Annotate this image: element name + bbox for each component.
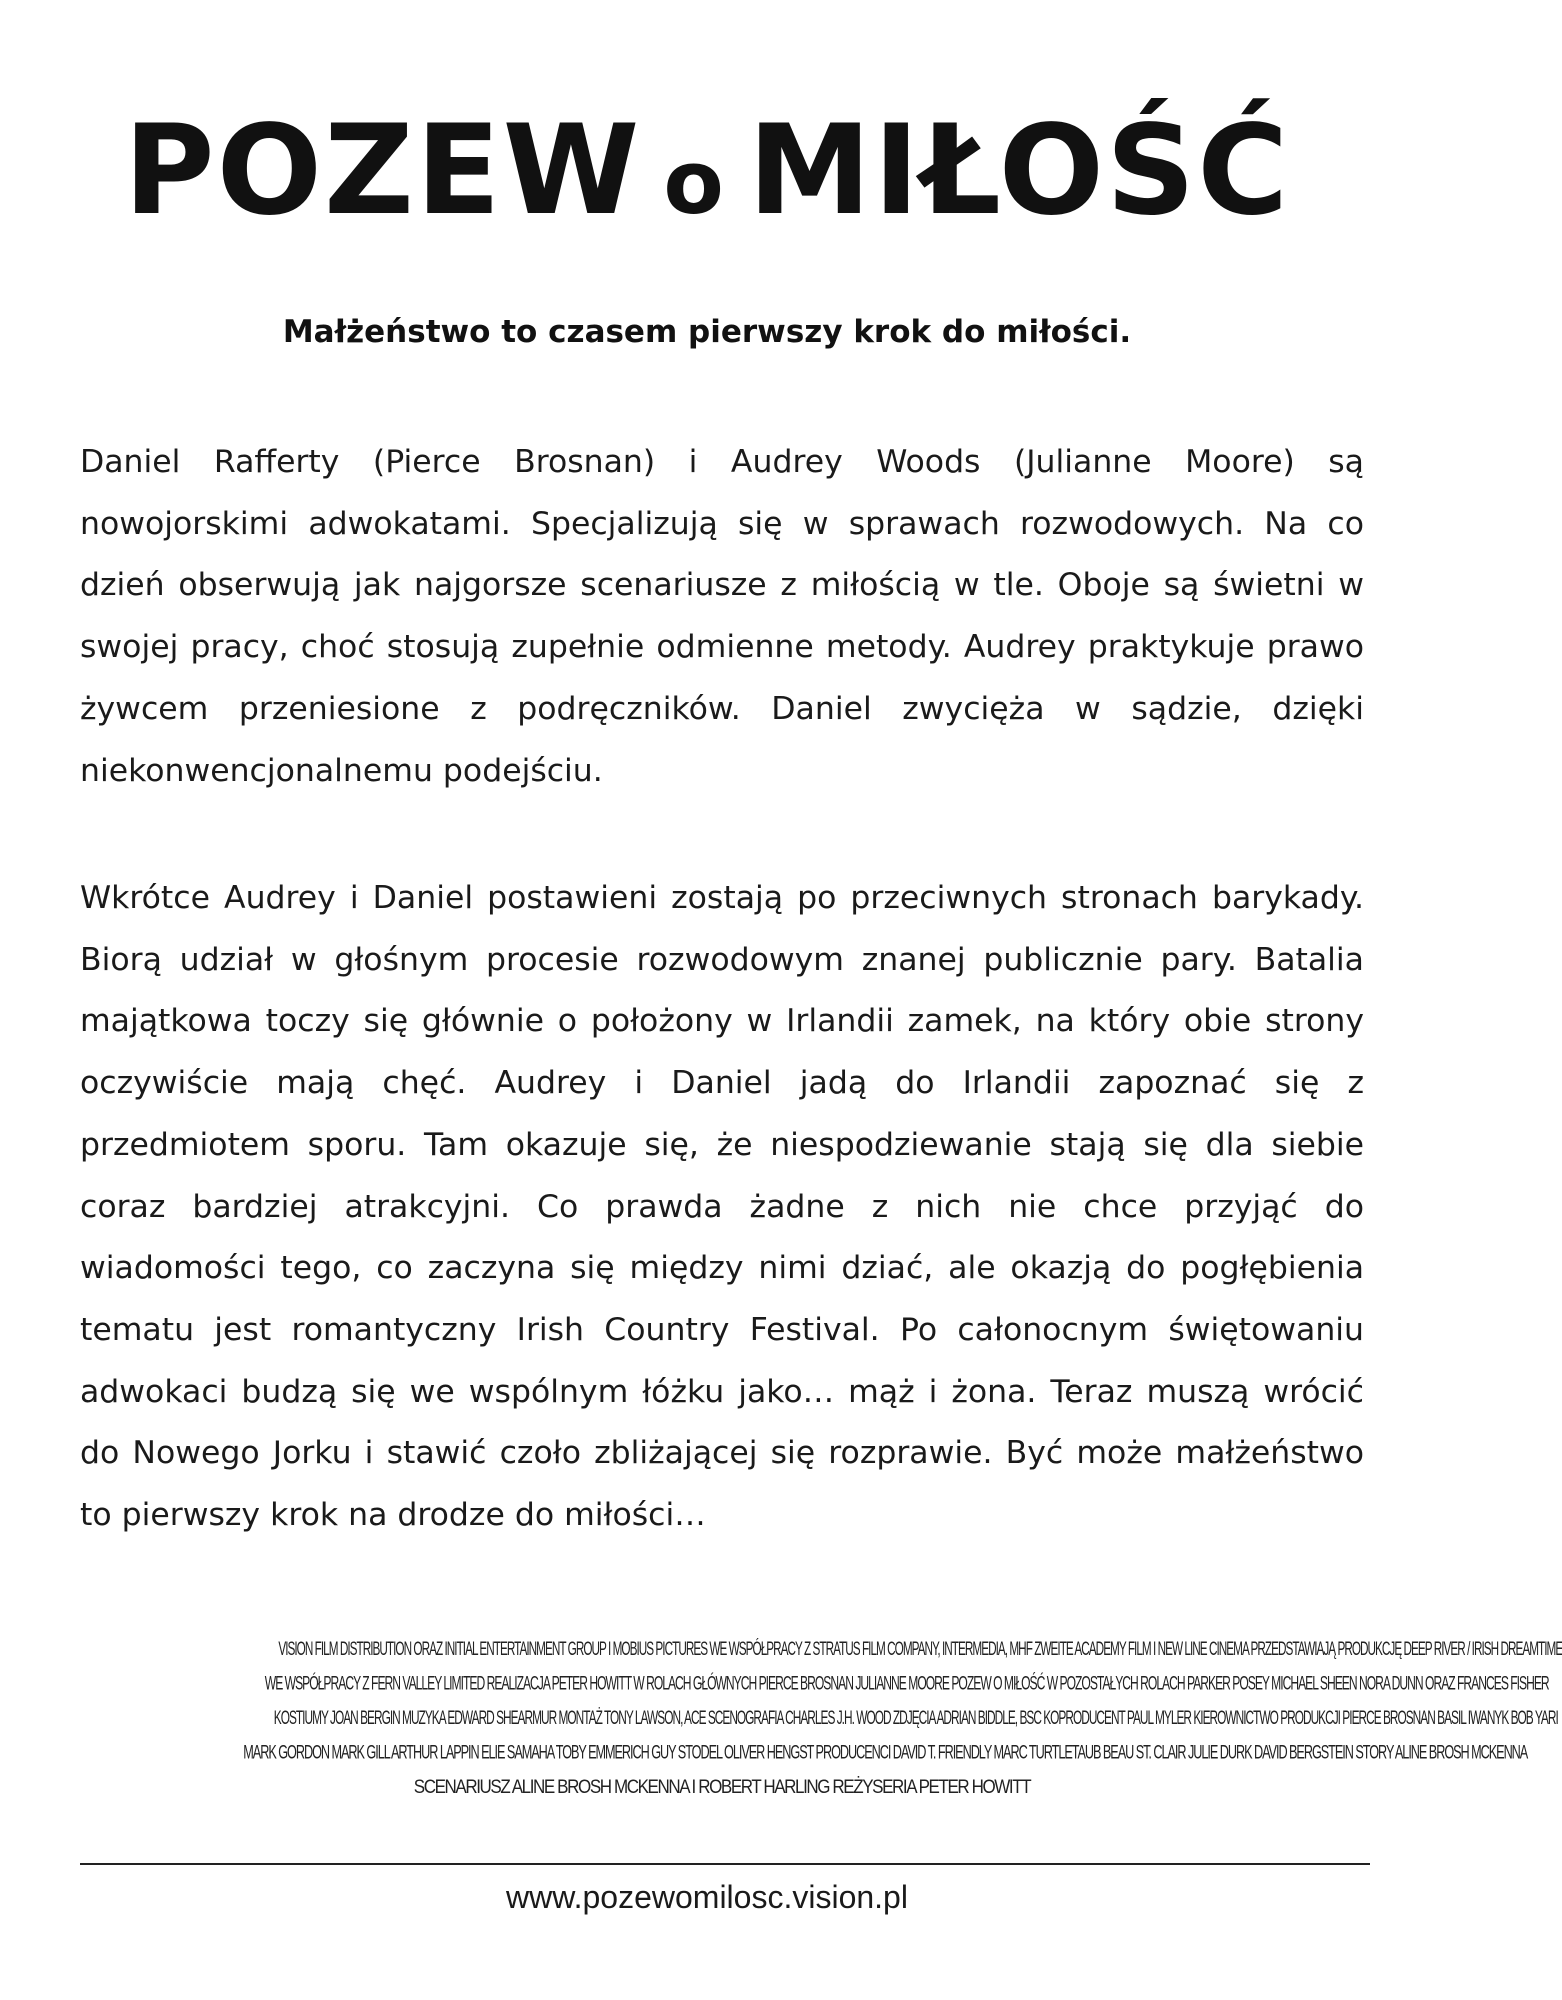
title-connector: o	[663, 131, 726, 234]
credits-line: SCENARIUSZ ALINE BROSH MCKENNA I ROBERT HARLING REŻYSERIA PETER HOWITT	[413, 1775, 1031, 1798]
title-part-1: POZEW	[123, 99, 642, 243]
credits-line: VISION FILM DISTRIBUTION ORAZ INITIAL ENTERTAINMENT GROUP I MOBIUS PICTURES WE WSPÓŁPRACY Z STRATUS FILM COMPANY, INTERMEDIA, MHF ZWEITE ACADEMY FILM I NEW LINE CINEMA PRZEDSTAWIAJĄ PRODUKCJĘ DEEP RIVER / IRISH DREAMTIME	[278, 1637, 1562, 1660]
synopsis-paragraph-2: Wkrótce Audrey i Daniel postawieni zostają po przeciwnych stronach barykady. Biorą udział w głośnym procesie rozwodowym znanej publicznie pary. Batalia majątkowa toczy się głównie o położony w Irlandii zamek, na który obie strony oczywiście mają chęć. Audrey i Daniel jadą do Irlandii zapoznać się z przedmiotem sporu. Tam okazuje się, że niespodziewanie stają się dla siebie coraz bardziej atrakcyjni. Co prawda żadne z nich nie chce przyjąć do wiadomości tego, co zaczyna się między nimi dziać, ale okazją do pogłębienia tematu jest romantyczny Irish Country Festival. Po całonocnym świętowaniu adwokaci budzą się we wspólnym łóżku jako… mąż i żona. Teraz muszą wrócić do Nowego Jorku i stawić czoło zbliżającej się rozprawie. Być może małżeństwo to pierwszy krok na drodze do miłości…	[80, 880, 1364, 1534]
credits-line: MARK GORDON MARK GILL ARTHUR LAPPIN ELIE SAMAHA TOBY EMMERICH GUY STODEL OLIVER HENGST PRODUCENCI DAVID T. FRIENDLY MARC TURTLETAUB BEAU ST. CLAIR JULIE DURK DAVID BERGSTEIN STORY ALINE BROSH MCKENNA	[243, 1741, 1528, 1764]
credits-block	[80, 1632, 1562, 1805]
page-title	[0, 96, 1414, 258]
divider-rule	[80, 1863, 1370, 1865]
synopsis-paragraph-1: Daniel Rafferty (Pierce Brosnan) i Audrey Woods (Julianne Moore) są nowojorskimi adwokatami. Specjalizują się w sprawach rozwodowych. Na co dzień obserwują jak najgorsze scenariusze z miłością w tle. Oboje są świetni w swojej pracy, choć stosują zupełnie odmienne metody. Audrey praktykuje prawo żywcem przeniesione z podręczników. Daniel zwycięża w sądzie, dzięki niekonwencjonalnemu podejściu.	[80, 444, 1364, 789]
tagline: Małżeństwo to czasem pierwszy krok do miłości.	[282, 314, 1132, 350]
title-part-2: MIŁOŚĆ	[747, 99, 1291, 243]
credits-line: WE WSPÓŁPRACY Z FERN VALLEY LIMITED REALIZACJA PETER HOWITT W ROLACH GŁÓWNYCH PIERCE BROSNAN JULIANNE MOORE POZEW O MIŁOŚĆ W POZOSTAŁYCH ROLACH PARKER POSEY MICHAEL SHEEN NORA DUNN ORAZ FRANCES FISHER	[264, 1672, 1549, 1695]
credits-line: KOSTIUMY JOAN BERGIN MUZYKA EDWARD SHEARMUR MONTAŻ TONY LAWSON, ACE SCENOGRAFIA CHARLES J.H. WOOD ZDJĘCIA ADRIAN BIDDLE, BSC KOPRODUCENT PAUL MYLER KIEROWNICTWO PRODUKCJI PIERCE BROSNAN BASIL IWANYK BOB YARI	[273, 1706, 1558, 1729]
website-link[interactable]: www.pozewomilosc.vision.pl	[506, 1879, 908, 1915]
